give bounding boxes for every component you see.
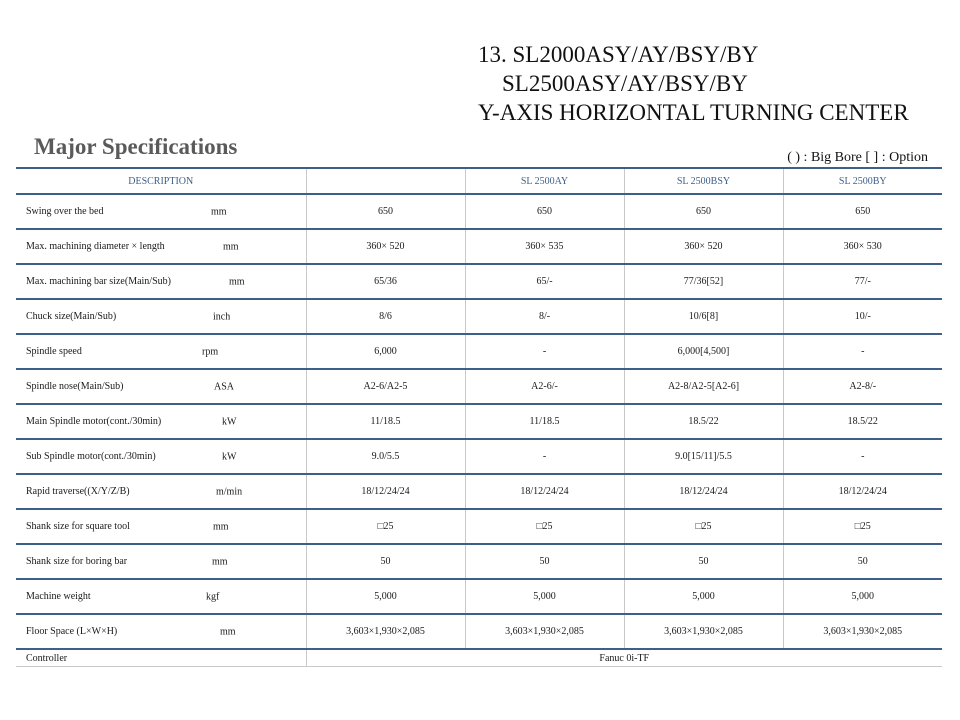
spec-value-cell: - (465, 439, 624, 474)
spec-label: Spindle nose(Main/Sub) (26, 381, 124, 392)
table-row (16, 439, 942, 474)
table-row (16, 194, 942, 229)
table-row (16, 474, 942, 509)
table-row (16, 264, 942, 299)
spec-value-cell: 77/- (783, 264, 942, 299)
spec-description-cell (16, 474, 306, 509)
spec-unit: mm (211, 206, 227, 217)
controller-row (16, 649, 942, 667)
column-header: SL 2500AY (465, 168, 624, 194)
spec-value-cell: 5,000 (465, 579, 624, 614)
spec-value-cell: 360× 535 (465, 229, 624, 264)
spec-value-cell: 3,603×1,930×2,085 (783, 614, 942, 649)
spec-value-cell: A2-6/A2-5 (306, 369, 465, 404)
spec-value-cell: 50 (465, 544, 624, 579)
spec-value-cell: 650 (624, 194, 783, 229)
spec-value-cell: 3,603×1,930×2,085 (465, 614, 624, 649)
table-row (16, 544, 942, 579)
spec-value-cell: A2-8/A2-5[A2-6] (624, 369, 783, 404)
spec-label: Max. machining diameter × length (26, 241, 165, 252)
spec-unit: kW (222, 416, 237, 427)
spec-value-cell: 6,000 (306, 334, 465, 369)
spec-value-cell: 65/- (465, 264, 624, 299)
spec-value-cell: 8/- (465, 299, 624, 334)
spec-value-cell: 18.5/22 (624, 404, 783, 439)
table-row (16, 299, 942, 334)
title-line-2: SL2500ASY/AY/BSY/BY (502, 71, 748, 96)
spec-value-cell: 50 (624, 544, 783, 579)
column-header: DESCRIPTION (16, 168, 306, 194)
spec-value-cell: 360× 530 (783, 229, 942, 264)
spec-value-cell: 18/12/24/24 (624, 474, 783, 509)
spec-unit: m/min (216, 486, 243, 497)
spec-value-cell: 650 (306, 194, 465, 229)
spec-value-cell: □25 (306, 509, 465, 544)
spec-value-cell: 65/36 (306, 264, 465, 299)
spec-label: Rapid traverse((X/Y/Z/B) (26, 486, 130, 497)
spec-value-cell: 11/18.5 (465, 404, 624, 439)
table-row (16, 509, 942, 544)
spec-value-cell: □25 (624, 509, 783, 544)
table-row (16, 579, 942, 614)
spec-value-cell: 11/18.5 (306, 404, 465, 439)
spec-description-cell (16, 334, 306, 369)
spec-value-cell: 360× 520 (306, 229, 465, 264)
spec-value-cell: 650 (783, 194, 942, 229)
spec-value-cell: 5,000 (306, 579, 465, 614)
spec-description-cell (16, 614, 306, 649)
table-row (16, 369, 942, 404)
controller-label: Controller (16, 649, 306, 667)
spec-value-cell: 6,000[4,500] (624, 334, 783, 369)
specifications-table (16, 167, 942, 667)
spec-description-cell (16, 509, 306, 544)
table-body (16, 194, 942, 667)
column-header (306, 168, 465, 194)
document-title (478, 40, 909, 127)
spec-value-cell: 360× 520 (624, 229, 783, 264)
title-line-3: Y-AXIS HORIZONTAL TURNING CENTER (478, 100, 909, 125)
spec-description-cell (16, 439, 306, 474)
spec-unit: mm (213, 521, 229, 532)
spec-value-cell: A2-8/- (783, 369, 942, 404)
spec-value-cell: 9.0/5.5 (306, 439, 465, 474)
spec-label: Machine weight (26, 591, 91, 602)
spec-label: Max. machining bar size(Main/Sub) (26, 276, 171, 287)
spec-value-cell: - (783, 439, 942, 474)
section-heading: Major Specifications (34, 134, 238, 159)
spec-description-cell (16, 264, 306, 299)
spec-description-cell (16, 369, 306, 404)
spec-unit: ASA (214, 381, 235, 392)
spec-label: Sub Spindle motor(cont./30min) (26, 451, 156, 462)
spec-label: Floor Space (L×W×H) (26, 626, 118, 637)
spec-label: Chuck size(Main/Sub) (26, 311, 117, 322)
column-header: SL 2500BSY (624, 168, 783, 194)
spec-value-cell: - (783, 334, 942, 369)
spec-value-cell: □25 (783, 509, 942, 544)
spec-unit: inch (213, 311, 231, 322)
spec-value-cell: A2-6/- (465, 369, 624, 404)
spec-label: Swing over the bed (26, 206, 104, 217)
spec-value-cell: 5,000 (783, 579, 942, 614)
table-row (16, 614, 942, 649)
table-row (16, 404, 942, 439)
spec-description-cell (16, 299, 306, 334)
legend-note: ( ) : Big Bore [ ] : Option (787, 150, 928, 165)
spec-unit: mm (220, 626, 236, 637)
spec-description-cell (16, 579, 306, 614)
spec-unit: kgf (206, 591, 220, 602)
spec-value-cell: 18/12/24/24 (306, 474, 465, 509)
spec-value-cell: 10/- (783, 299, 942, 334)
spec-label: Shank size for square tool (26, 521, 130, 532)
spec-value-cell: 3,603×1,930×2,085 (624, 614, 783, 649)
spec-value-cell: 18/12/24/24 (465, 474, 624, 509)
spec-value-cell: 650 (465, 194, 624, 229)
spec-value-cell: 50 (783, 544, 942, 579)
spec-value-cell: 18/12/24/24 (783, 474, 942, 509)
spec-unit: rpm (202, 346, 219, 357)
spec-value-cell: 18.5/22 (783, 404, 942, 439)
controller-value: Fanuc 0i-TF (306, 649, 942, 667)
spec-value-cell: - (465, 334, 624, 369)
spec-value-cell: 9.0[15/11]/5.5 (624, 439, 783, 474)
spec-description-cell (16, 404, 306, 439)
spec-value-cell: 3,603×1,930×2,085 (306, 614, 465, 649)
table-row (16, 334, 942, 369)
table-row (16, 229, 942, 264)
title-line-1: 13. SL2000ASY/AY/BSY/BY (478, 42, 759, 67)
spec-label: Shank size for boring bar (26, 556, 128, 567)
spec-value-cell: □25 (465, 509, 624, 544)
spec-unit: kW (222, 451, 237, 462)
spec-label: Main Spindle motor(cont./30min) (26, 416, 162, 427)
spec-value-cell: 10/6[8] (624, 299, 783, 334)
spec-value-cell: 77/36[52] (624, 264, 783, 299)
spec-value-cell: 8/6 (306, 299, 465, 334)
column-header: SL 2500BY (783, 168, 942, 194)
spec-description-cell (16, 229, 306, 264)
spec-value-cell: 50 (306, 544, 465, 579)
spec-unit: mm (229, 276, 245, 287)
spec-description-cell (16, 194, 306, 229)
spec-description-cell (16, 544, 306, 579)
table-header-row (16, 168, 942, 194)
spec-unit: mm (223, 241, 239, 252)
spec-label: Spindle speed (26, 346, 82, 357)
spec-value-cell: 5,000 (624, 579, 783, 614)
spec-unit: mm (212, 556, 228, 567)
